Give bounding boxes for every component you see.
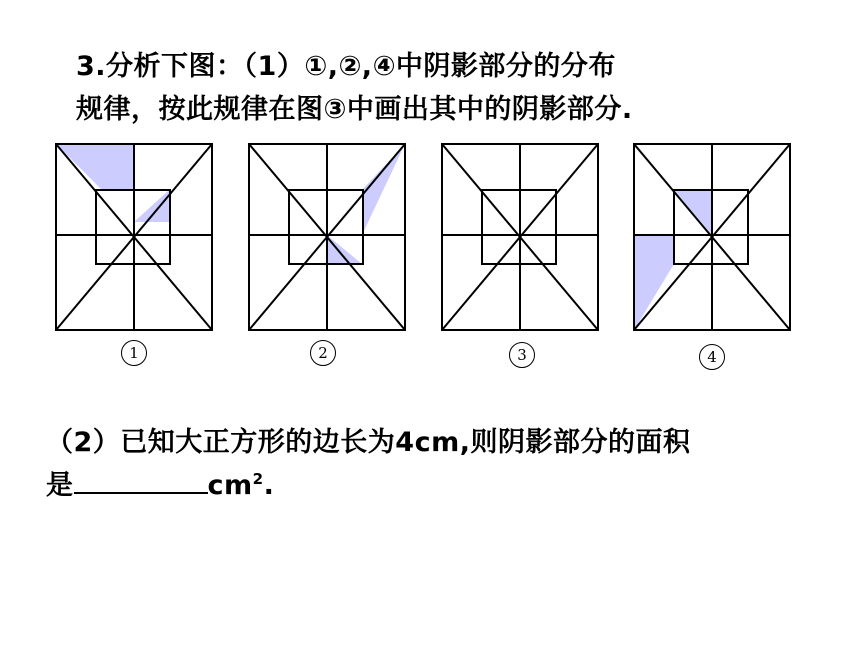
figure-label-3: 3 xyxy=(505,338,539,372)
figure-4 xyxy=(633,143,793,366)
question-line-3: （2）已知大正方形的边长为4cm,则阴影部分的面积 xyxy=(46,427,691,458)
figure-3 xyxy=(441,143,601,364)
figure-label-2: 2 xyxy=(306,336,340,370)
question-line-4 xyxy=(46,463,274,502)
unit-exponent: 2 xyxy=(252,470,264,488)
figure-label-4: 4 xyxy=(695,340,729,374)
figure-2 xyxy=(248,143,408,362)
question-line-1: 3.分析下图：（1）①,②,④中阴影部分的分布 xyxy=(76,51,616,82)
shaded-region-a xyxy=(56,144,134,190)
answer-prefix: 是 xyxy=(46,470,74,501)
answer-blank[interactable] xyxy=(74,470,208,494)
figure-1 xyxy=(55,143,215,362)
line-end: . xyxy=(263,470,275,501)
question-line-2: 规律，按此规律在图③中画出其中的阴影部分. xyxy=(76,94,633,125)
figure-label-1: 1 xyxy=(117,336,151,370)
unit-text: cm xyxy=(207,470,253,501)
